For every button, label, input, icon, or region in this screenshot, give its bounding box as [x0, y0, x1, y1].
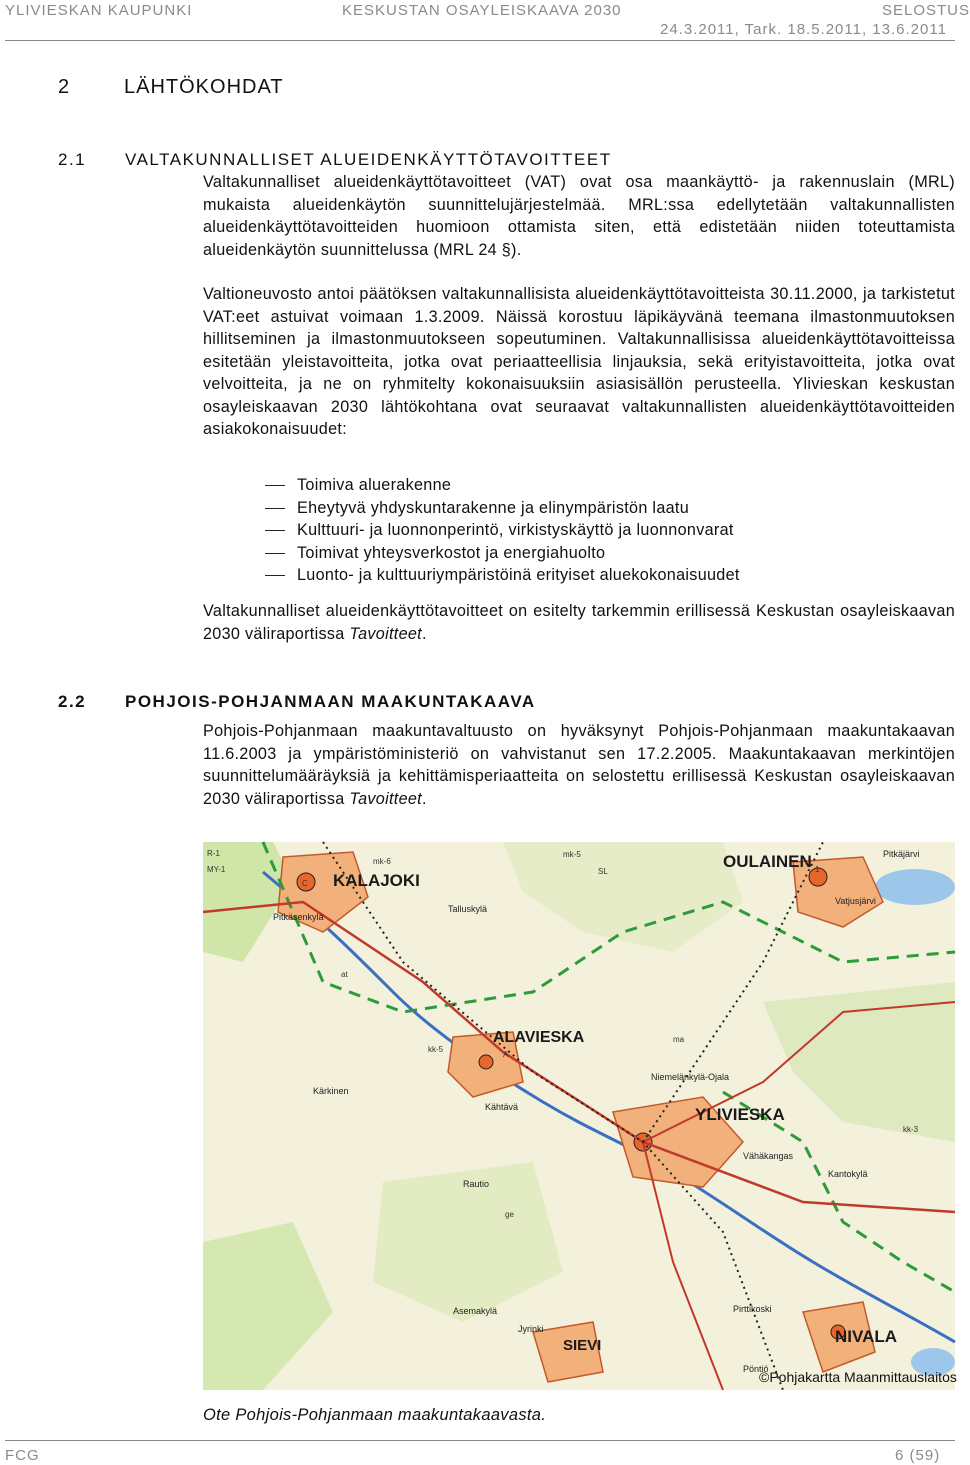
- village-label: Talluskylä: [448, 904, 488, 914]
- header-dates: 24.3.2011, Tark. 18.5.2011, 13.6.2011: [660, 21, 947, 38]
- vat-paragraph-2: Valtioneuvosto antoi päätöksen valtakunnallisista alueidenkäyttötavoitteista 30.11.2000, ja tarkistetut VAT:eet astuivat voimaan 1.3.2009. Näissä korostuu läpikäyvänä teemana ilmastonmuutoksen hillitseminen ja ilmastonmuutokseen sopeutuminen. Valtakunnallisissa alueidenkäyttötavoitteissa esitetään yleistavoitteita, jotka ovat periaatteellisia linjauksia, sekä erityistavoitteita, jotka ovat velvoitteita, ja ne on ryhmitelty kokonaisuuksiin asiasisällön perusteella. Ylivieskan keskustan osayleiskaavan 2030 lähtökohtana ovat seuraavat valtakunnallisten alueidenkäyttötavoitteiden asiakokonaisuudet:: [203, 285, 955, 438]
- maakuntakaava-paragraph: Pohjois-Pohjanmaan maakuntavaltuusto on hyväksynyt Pohjois-Pohjanmaan maakuntakaavan 11.6.2003 ja ympäristöministeriö on vahvistanut sen 17.2.2005. Maakuntakaavan merkintöjen suunnittelumääräyksiä ja kehittämisperiaatteita on selostettu erillisessä Keskustan osayleiskaavan 2030 väliraportissa Tavoitteet.: [203, 722, 955, 808]
- section-number: 2.1: [58, 150, 87, 169]
- vat-topics-list: [265, 474, 740, 587]
- place-label: ALAVIESKA: [493, 1029, 585, 1046]
- footer-divider: [5, 1440, 955, 1441]
- svg-text:kk-5: kk-5: [428, 1045, 444, 1054]
- section-heading-2-1: [58, 150, 612, 170]
- section-title: VALTAKUNNALLISET ALUEIDENKÄYTTÖTAVOITTEET: [125, 150, 612, 169]
- dash-bullet: [265, 485, 285, 486]
- svg-text:mk-5: mk-5: [563, 850, 581, 859]
- svg-text:MY-1: MY-1: [207, 865, 226, 874]
- place-label: NIVALA: [835, 1327, 898, 1346]
- regional-plan-map: [203, 842, 955, 1390]
- place-label: SIEVI: [563, 1337, 602, 1354]
- svg-text:C: C: [302, 879, 308, 888]
- footer-company: FCG: [5, 1447, 40, 1464]
- list-item: Kulttuuri- ja luonnonperintö, virkistyskäyttö ja luonnonvarat: [265, 519, 740, 542]
- dash-bullet: [265, 530, 285, 531]
- vat-paragraph-1: Valtakunnalliset alueidenkäyttötavoitteet (VAT) ovat osa maankäyttö- ja rakennuslain (MRL) mukaista alueidenkäytön suunnittelujärjestelmää. MRL:ssa edellytetään valtakunnallisten alueidenkäyttötavoitteiden huomioon ottamista siten, että edistetään niiden toteuttamista alueidenkäytön suunnittelussa (MRL 24 §).: [203, 173, 955, 259]
- section-heading-2-2: [58, 692, 536, 712]
- village-label: Pirttikoski: [733, 1304, 772, 1314]
- svg-text:A: A: [503, 1050, 509, 1059]
- lake: [875, 869, 955, 905]
- svg-text:mk-6: mk-6: [373, 857, 391, 866]
- report-title: Tavoitteet: [349, 789, 422, 808]
- page-header: [0, 0, 970, 42]
- village-label: Jyrinki: [518, 1324, 544, 1334]
- list-item: Toimivat yhteysverkostot ja energiahuolto: [265, 542, 740, 565]
- map-caption: Ote Pohjois-Pohjanmaan maakuntakaavasta.: [203, 1406, 547, 1424]
- report-title: Tavoitteet: [349, 624, 422, 643]
- vat-paragraph-3: Valtakunnalliset alueidenkäyttötavoitteet on esitelty tarkemmin erillisessä Keskustan osayleiskaavan 2030 väliraportissa Tavoitteet.: [203, 602, 955, 643]
- header-doc-type: SELOSTUS: [882, 2, 970, 19]
- svg-text:kk-3: kk-3: [903, 1125, 919, 1134]
- list-item: Luonto- ja kulttuuriympäristöinä erityiset aluekokonaisuudet: [265, 564, 740, 587]
- place-label: OULAINEN: [723, 852, 812, 871]
- village-label: Kantokylä: [828, 1169, 868, 1179]
- village-label: Vatjusjärvi: [835, 896, 876, 906]
- place-label: YLIVIESKA: [695, 1105, 785, 1124]
- svg-text:1: 1: [815, 865, 820, 874]
- village-label: Niemelänkylä-Ojala: [651, 1072, 730, 1082]
- svg-text:SL: SL: [598, 867, 608, 876]
- svg-text:ge: ge: [505, 1210, 514, 1219]
- header-divider: [5, 40, 955, 41]
- village-label: Asemakylä: [453, 1306, 498, 1316]
- village-label: Vähäkangas: [743, 1151, 794, 1161]
- list-item: Toimiva aluerakenne: [265, 474, 740, 497]
- chapter-number: 2: [58, 76, 71, 98]
- map-credit: ©Pohjakartta Maanmittauslaitos: [759, 1369, 957, 1385]
- dash-bullet: [265, 575, 285, 576]
- village-label: Pitkäsenkylä: [273, 912, 324, 922]
- section-number: 2.2: [58, 692, 87, 711]
- list-item: Eheytyvä yhdyskuntarakenne ja elinympäristön laatu: [265, 497, 740, 520]
- village-label: Kähtävä: [485, 1102, 519, 1112]
- header-municipality: YLIVIESKAN KAUPUNKI: [5, 2, 193, 19]
- svg-text:R-1: R-1: [207, 849, 220, 858]
- chapter-title: LÄHTÖKOHDAT: [124, 76, 284, 98]
- center-marker: [479, 1055, 493, 1069]
- place-label: KALAJOKI: [333, 871, 420, 890]
- chapter-heading: [58, 76, 284, 99]
- page-number: 6 (59): [895, 1447, 941, 1464]
- dash-bullet: [265, 508, 285, 509]
- svg-text:ma: ma: [673, 1035, 685, 1044]
- dash-bullet: [265, 553, 285, 554]
- header-plan-name: KESKUSTAN OSAYLEISKAAVA 2030: [342, 2, 622, 19]
- village-label: Kärkinen: [313, 1086, 349, 1096]
- svg-text:at: at: [341, 970, 348, 979]
- section-title: POHJOIS-POHJANMAAN MAAKUNTAKAAVA: [125, 692, 536, 711]
- village-label: Pitkäjärvi: [883, 849, 920, 859]
- village-label: Rautio: [463, 1179, 490, 1189]
- village-label: Pöntiö: [743, 1364, 769, 1374]
